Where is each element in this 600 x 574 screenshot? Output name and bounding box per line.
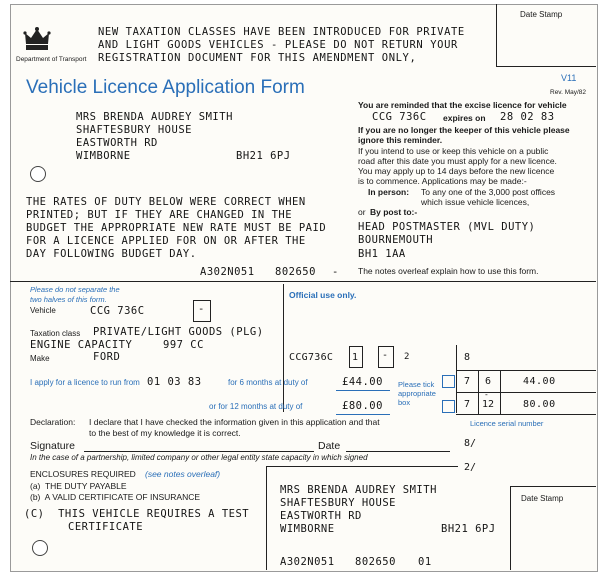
twelve-month-tickbox[interactable] [442,400,455,413]
grid-cell-12: 12 [482,399,495,410]
licence-serial-label: Licence serial number [470,419,544,428]
official-reg: CCG736C [289,352,334,363]
grid-cell-7b: 7 [464,399,471,410]
punch-hole [30,166,46,182]
grid-row-3 [456,414,596,415]
grid-cell-6: 6 [485,376,492,387]
official-use-label: Official use only. [289,290,357,300]
punch-hole-lower [32,540,48,556]
lower-date-stamp-label: Date Stamp [521,494,564,503]
grid-cell-8: 8 [464,352,471,363]
grid-dash: - [484,390,489,399]
twelve-month-amount: £80.00 [342,400,383,412]
revision-label: Rev. May/82 [550,89,587,96]
form-title: Vehicle Licence Application Form [26,77,305,98]
tick-label-3: box [398,398,411,407]
in-person-label: In person: [368,187,410,197]
keeper-name: MRS BRENDA AUDREY SMITH [76,111,233,123]
post-address-1: HEAD POSTMASTER (MVL DUTY) [358,221,536,233]
six-month-tickbox[interactable] [442,375,455,388]
reminder-para-4: is to commence. Applications may be made:- [358,176,527,186]
lower-ref-right: 01 [418,556,432,568]
expires-label: expires on [443,113,486,123]
reference-number: 802650 [275,266,316,278]
declaration-label: Declaration: [30,417,76,427]
official-n1: 1 [352,352,359,363]
vehicle-reg: CCG 736C [90,305,145,317]
reminder-para-2: road after this date you must apply for a new licence. [358,156,557,166]
date-line[interactable] [346,451,450,452]
department-label: Department of Transport [16,56,87,63]
duty-notice-1: THE RATES OF DUTY BELOW WERE CORRECT WHEN [26,196,306,208]
keeper-address-1: SHAFTESBURY HOUSE [76,124,192,136]
lower-stamp-left [510,486,511,570]
grid-cell-7a: 7 [464,376,471,387]
lower-ref-mid: 802650 [355,556,396,568]
duty-notice-5: DAY FOLLOWING BUDGET DAY. [26,248,197,260]
enclosure-a: (a) THE DUTY PAYABLE [30,481,127,491]
no-longer-keeper-1: If you are no longer the keeper of this vehicle please [358,125,570,135]
enclosure-b: (b) A VALID CERTIFICATE OF INSURANCE [30,492,201,502]
reminder-para-1: If you intend to use or keep this vehicle on a public [358,146,549,156]
lower-address-2: EASTWORTH RD [280,510,362,522]
apply-text: I apply for a licence to run from [30,378,140,387]
by-post-label: By post to:- [370,207,418,217]
no-separate-1: Please do not separate the [30,285,120,294]
engine-capacity-label: ENGINE CAPACITY [30,339,133,351]
grid-row-2 [456,392,596,393]
make-value: FORD [93,351,121,363]
reminder-para-3: You may apply up to 14 days before the new licence [358,166,555,176]
keeper-address-2: EASTWORTH RD [76,137,158,149]
enclosure-c-2: CERTIFICATE [68,521,144,533]
date-label: Date [318,440,341,452]
vehicle-label: Vehicle [30,306,56,315]
licence-serial-1: 8/ [464,438,477,449]
no-separate-2: two halves of this form. [30,295,107,304]
declaration-text-2: to the best of my knowledge it is correct. [89,428,241,438]
notice-line-1: NEW TAXATION CLASSES HAVE BEEN INTRODUCED FOR PRIVATE [98,26,465,38]
taxation-class-label: Taxation class [30,329,81,338]
grid-amount-44: 44.00 [523,376,556,387]
tear-line [10,281,596,282]
enclosures-title: ENCLOSURES REQUIRED [30,469,136,479]
crown-crest-icon [22,26,52,57]
tick-label-2: appropriate [398,389,436,398]
taxation-class-value: PRIVATE/LIGHT GOODS (PLG) [93,326,264,338]
lower-panel-left [266,466,267,570]
make-label: Make [30,354,50,363]
date-stamp-border-left [496,4,497,66]
no-longer-keeper-2: ignore this reminder. [358,135,443,145]
date-stamp-border-bottom [496,66,596,67]
in-person-text: To any one of the 3,000 post offices [421,187,556,197]
engine-capacity-value: 997 CC [163,339,204,351]
lower-address-1: SHAFTESBURY HOUSE [280,497,396,509]
reference-code: A302N051 [200,266,255,278]
signature-label: Signature [30,440,75,452]
enclosures-see-notes: (see notes overleaf) [145,469,221,479]
licence-serial-2: 2/ [464,462,477,473]
expiry-date: 28 02 83 [500,111,555,123]
form-code: V11 [561,73,577,83]
signature-line[interactable] [84,451,314,452]
grid-amount-80: 80.00 [523,399,556,410]
lower-town: WIMBORNE [280,523,335,535]
signature-note: In the case of a partnership, limited company or other legal entity state capacity in which signed [30,453,368,462]
six-amount-underline [336,390,390,391]
lower-stamp-top [510,486,596,487]
six-month-amount: £44.00 [342,376,383,388]
lower-panel-top [266,466,458,467]
keeper-postcode: BH21 6PJ [236,150,291,162]
notice-line-2: AND LIGHT GOODS VEHICLES - PLEASE DO NOT RETURN YOUR [98,39,458,51]
twelve-amount-underline [336,414,390,415]
reference-dash: - [332,266,339,278]
lower-ref-left: A302N051 [280,556,335,568]
keeper-town: WIMBORNE [76,150,131,162]
start-date: 01 03 83 [147,376,202,388]
grid-row-1 [456,370,596,371]
official-dash: - [382,350,389,361]
reminder-line-1: You are reminded that the excise licence for vehicle [358,100,567,110]
declaration-text-1: I declare that I have checked the information given in this application and that [89,417,380,427]
official-panel-left [283,284,284,412]
duty-notice-4: FOR A LICENCE APPLIED FOR ON OR AFTER THE [26,235,306,247]
in-person-text-2: which issue vehicle licences, [421,197,530,207]
post-address-2: BOURNEMOUTH [358,234,434,246]
lower-postcode: BH21 6PJ [441,523,496,535]
reminder-reg: CCG 736C [372,111,427,123]
notice-line-3: REGISTRATION DOCUMENT FOR THIS AMENDMENT ONLY, [98,52,417,64]
vehicle-check-mark: - [198,303,205,315]
notes-overleaf: The notes overleaf explain how to use this form. [358,266,539,276]
date-stamp-label: Date Stamp [520,10,563,19]
twelve-months-label: or for 12 months at duty of [209,402,303,411]
or-label: or [358,207,366,217]
tick-label-1: Please tick [398,380,435,389]
official-n2: 2 [404,352,410,362]
enclosure-c-1: (C) THIS VEHICLE REQUIRES A TEST [24,508,250,520]
post-address-3: BH1 1AA [358,248,406,260]
six-months-label: for 6 months at duty of [228,378,308,387]
duty-notice-3: BUDGET THE APPROPRIATE NEW RATE MUST BE PAID [26,222,327,234]
duty-notice-2: PRINTED; BUT IF THEY ARE CHANGED IN THE [26,209,293,221]
grid-left [456,345,457,413]
lower-name: MRS BRENDA AUDREY SMITH [280,484,437,496]
